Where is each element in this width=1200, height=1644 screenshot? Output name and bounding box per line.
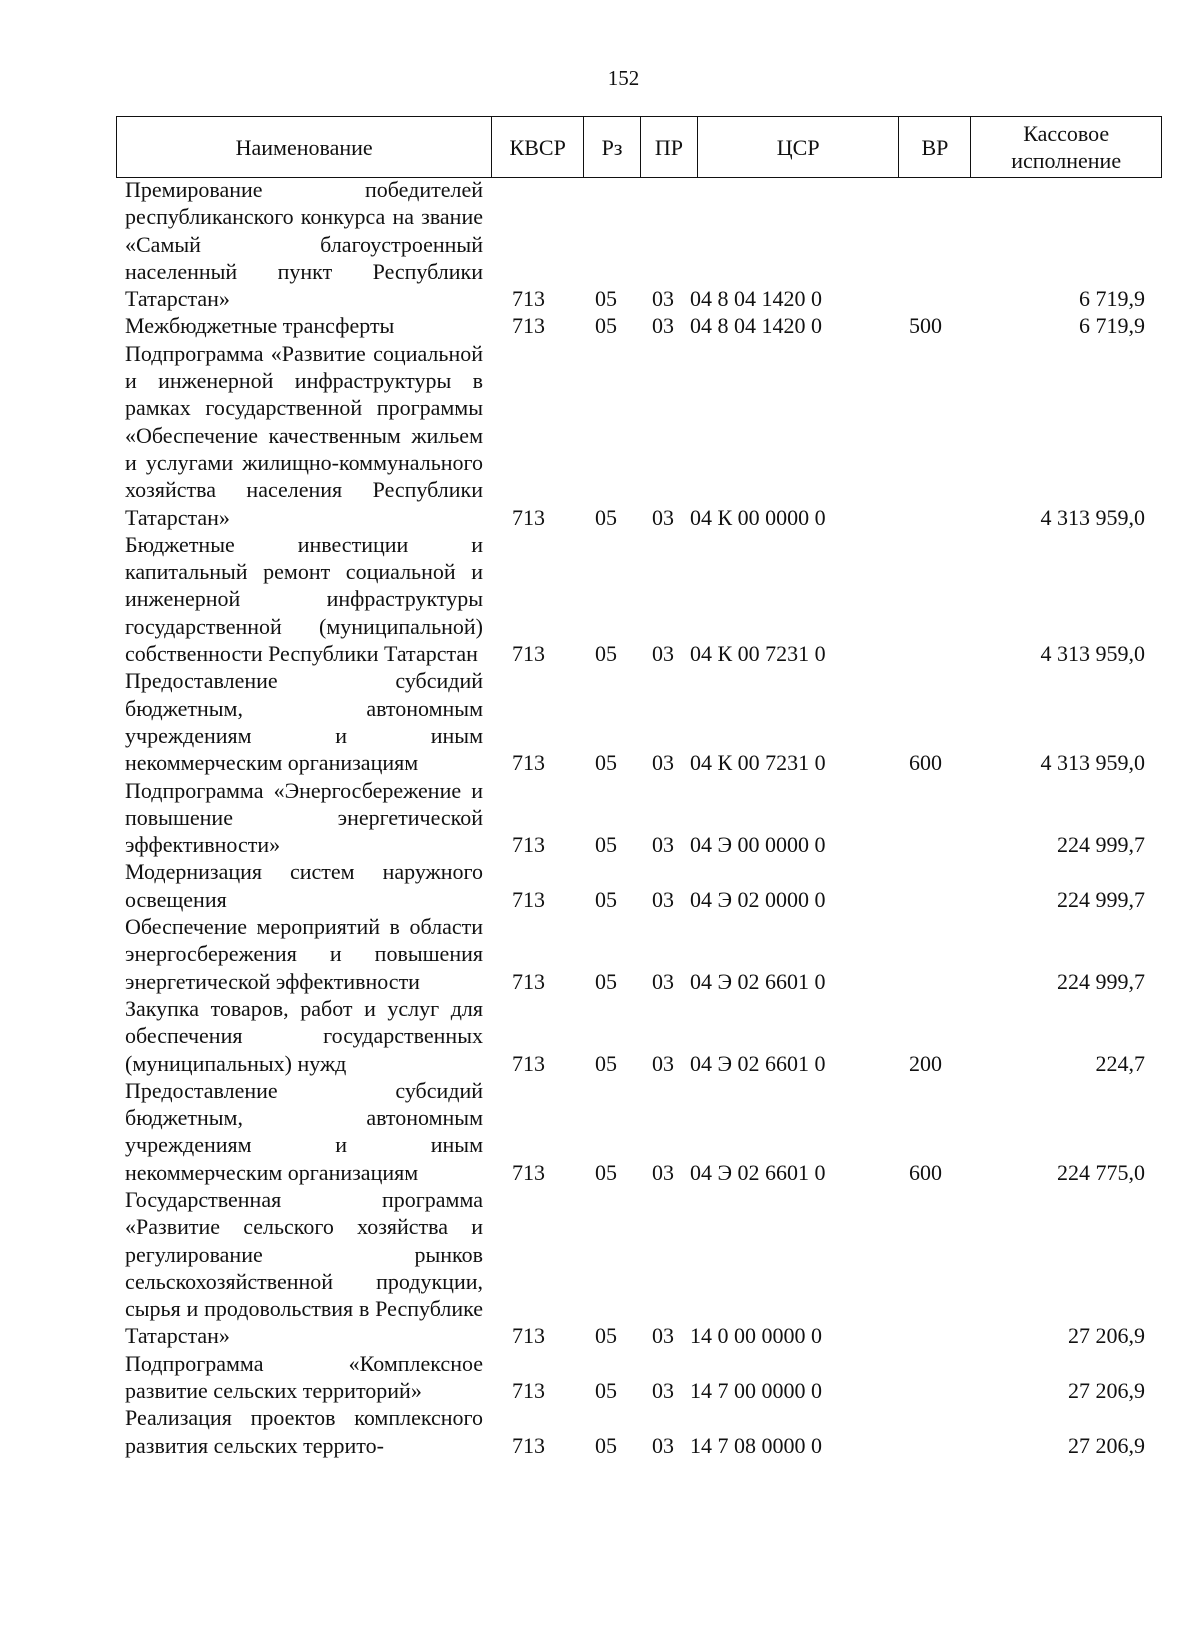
row-rz: 05 (595, 641, 617, 667)
row-name: Закупка товаров, работ и услуг для обеспечения государственных (муниципальных) нужд (125, 995, 483, 1076)
row-csr: 04 8 04 1420 0 (690, 286, 822, 312)
row-csr: 04 Э 02 0000 0 (690, 886, 826, 912)
table-row (0, 1350, 1200, 1405)
header-vr: ВР (899, 117, 971, 177)
row-csr: 04 К 00 0000 0 (690, 504, 826, 530)
row-amount: 224 999,7 (1057, 968, 1145, 994)
row-pr: 03 (652, 1432, 674, 1458)
row-name: Подпрограмма «Комплексное развитие сельских территорий» (125, 1350, 483, 1404)
row-amount: 224,7 (1095, 1050, 1145, 1076)
row-csr: 04 Э 02 6601 0 (690, 1050, 826, 1076)
row-rz: 05 (595, 1159, 617, 1185)
row-rz: 05 (595, 286, 617, 312)
table-row (0, 667, 1200, 776)
row-csr: 14 7 00 0000 0 (690, 1378, 822, 1404)
row-csr: 04 Э 02 6601 0 (690, 968, 826, 994)
row-name: Бюджетные инвестиции и капитальный ремонт социальной и инженерной инфраструктуры государственной (муниципальной) собственности Республики Татарстан (125, 531, 483, 667)
row-pr: 03 (652, 1323, 674, 1349)
table-row (0, 176, 1200, 312)
row-kvsr: 713 (512, 832, 545, 858)
row-pr: 03 (652, 886, 674, 912)
row-amount: 27 206,9 (1068, 1432, 1145, 1458)
row-rz: 05 (595, 504, 617, 530)
row-vr: 500 (909, 313, 942, 339)
row-amount: 4 313 959,0 (1040, 641, 1145, 667)
row-rz: 05 (595, 1432, 617, 1458)
row-kvsr: 713 (512, 1050, 545, 1076)
row-rz: 05 (595, 832, 617, 858)
row-name: Премирование победителей республиканского конкурса на звание «Самый благоустроенный населенный пункт Республики Татарстан» (125, 177, 483, 312)
row-rz: 05 (595, 968, 617, 994)
row-rz: 05 (595, 313, 617, 339)
row-rz: 05 (595, 750, 617, 776)
row-amount: 224 999,7 (1057, 886, 1145, 912)
row-name: Предоставление субсидий бюджетным, автономным учреждениям и иным некоммерческим организациям (125, 668, 483, 776)
header-csr: ЦСР (698, 117, 900, 177)
table-row (0, 1186, 1200, 1350)
table-row (0, 531, 1200, 667)
row-name: Подпрограмма «Развитие социальной и инженерной инфраструктуры в рамках государственной программы «Обеспечение качественным жильем и услугами жилищно-коммунального хозяйства населения Республики Татарстан» (125, 340, 483, 530)
row-pr: 03 (652, 832, 674, 858)
row-pr: 03 (652, 1050, 674, 1076)
header-amount: Кассовое исполнение (1011, 121, 1122, 173)
row-amount: 27 206,9 (1068, 1378, 1145, 1404)
row-name: Обеспечение мероприятий в области энергосбережения и повышения энергетической эффективности (125, 914, 483, 994)
table-row (0, 777, 1200, 859)
page-number: 152 (607, 66, 640, 90)
table-row (0, 913, 1200, 995)
row-amount: 4 313 959,0 (1040, 750, 1145, 776)
row-rz: 05 (595, 1050, 617, 1076)
row-vr: 200 (909, 1050, 942, 1076)
row-amount: 6 719,9 (1079, 286, 1145, 312)
row-amount: 27 206,9 (1068, 1323, 1145, 1349)
row-csr: 04 Э 02 6601 0 (690, 1159, 826, 1185)
row-kvsr: 713 (512, 968, 545, 994)
row-kvsr: 713 (512, 313, 545, 339)
row-name: Государственная программа «Развитие сельского хозяйства и регулирование рынков сельскохозяйственной продукции, сырья и продовольствия в Республике Татарстан» (125, 1186, 483, 1349)
table-row (0, 312, 1200, 339)
table-row (0, 1077, 1200, 1186)
table-row (0, 1404, 1200, 1459)
header-kvsr: КВСР (492, 117, 584, 177)
table-row (0, 995, 1200, 1077)
row-amount: 224 775,0 (1057, 1159, 1145, 1185)
table-row (0, 858, 1200, 913)
row-pr: 03 (652, 313, 674, 339)
table-header (116, 116, 1162, 178)
row-name: Межбюджетные трансферты (125, 313, 395, 339)
row-pr: 03 (652, 750, 674, 776)
row-pr: 03 (652, 1159, 674, 1185)
row-csr: 14 7 08 0000 0 (690, 1432, 822, 1458)
row-amount: 224 999,7 (1057, 832, 1145, 858)
row-amount: 6 719,9 (1079, 313, 1145, 339)
row-kvsr: 713 (512, 286, 545, 312)
row-kvsr: 713 (512, 1159, 545, 1185)
row-pr: 03 (652, 286, 674, 312)
row-vr: 600 (909, 750, 942, 776)
header-rz: Рз (584, 117, 641, 177)
row-kvsr: 713 (512, 1432, 545, 1458)
row-kvsr: 713 (512, 641, 545, 667)
row-name: Предоставление субсидий бюджетным, автономным учреждениям и иным некоммерческим организациям (125, 1077, 483, 1185)
row-vr: 600 (909, 1159, 942, 1185)
header-name: Наименование (117, 117, 492, 177)
table-body (0, 176, 1200, 1459)
row-rz: 05 (595, 1323, 617, 1349)
row-name: Подпрограмма «Энергосбережение и повышение энергетической эффективности» (125, 777, 483, 858)
row-kvsr: 713 (512, 750, 545, 776)
row-kvsr: 713 (512, 1378, 545, 1404)
row-rz: 05 (595, 1378, 617, 1404)
row-csr: 04 8 04 1420 0 (690, 313, 822, 339)
row-pr: 03 (652, 641, 674, 667)
row-kvsr: 713 (512, 504, 545, 530)
row-csr: 04 К 00 7231 0 (690, 750, 826, 776)
row-name: Модернизация систем наружного освещения (125, 859, 483, 912)
table-row (0, 340, 1200, 531)
row-csr: 04 К 00 7231 0 (690, 641, 826, 667)
row-csr: 04 Э 00 0000 0 (690, 832, 826, 858)
row-kvsr: 713 (512, 886, 545, 912)
row-rz: 05 (595, 886, 617, 912)
row-csr: 14 0 00 0000 0 (690, 1323, 822, 1349)
row-pr: 03 (652, 968, 674, 994)
row-pr: 03 (652, 504, 674, 530)
row-kvsr: 713 (512, 1323, 545, 1349)
header-pr: ПР (641, 117, 698, 177)
row-amount: 4 313 959,0 (1040, 504, 1145, 530)
row-pr: 03 (652, 1378, 674, 1404)
row-name: Реализация проектов комплексного развития сельских террито- (125, 1405, 483, 1458)
